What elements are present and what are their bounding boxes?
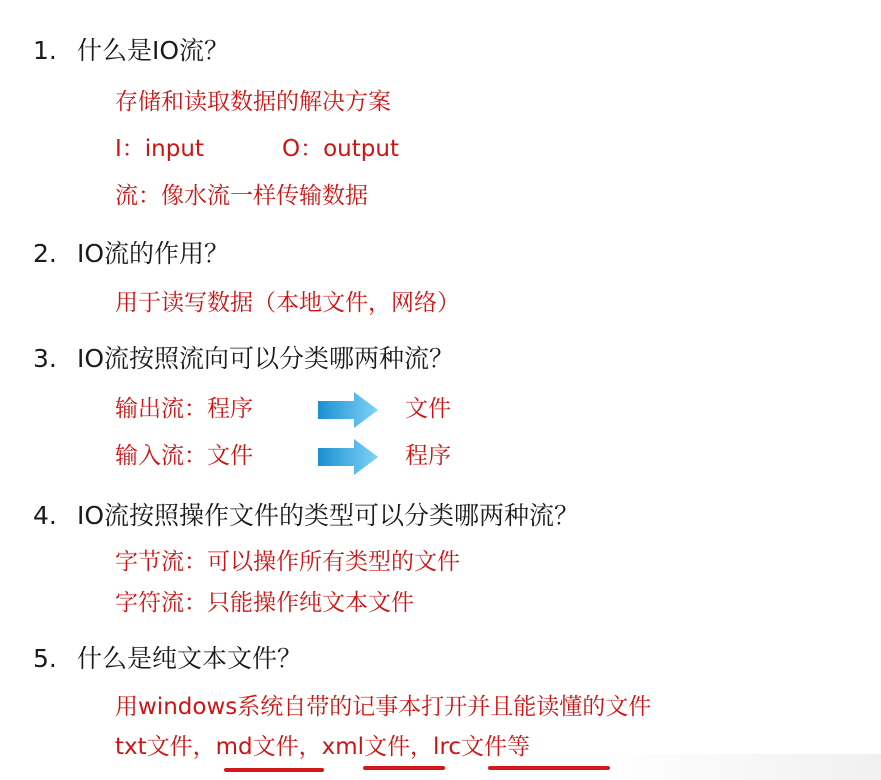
question-text: 什么是纯文本文件？ <box>77 644 303 673</box>
question-5 <box>33 643 302 675</box>
underline-lrc <box>488 766 610 770</box>
answer-1-input: I：input <box>115 136 204 162</box>
answer-3-output-label: 输出流：程序 <box>115 396 253 422</box>
answer-1-output: O：output <box>282 136 399 162</box>
answer-5-examples: txt文件，md文件，xml文件，lrc文件等 <box>115 734 531 760</box>
answer-3-output-target: 文件 <box>405 396 451 422</box>
corner-fade <box>601 754 881 780</box>
question-number: 3. <box>33 344 57 373</box>
question-number: 5. <box>33 644 57 673</box>
question-number: 4. <box>33 501 57 530</box>
answer-1-stream: 流：像水流一样传输数据 <box>115 183 368 209</box>
answer-3-input-label: 输入流：文件 <box>115 443 253 469</box>
underline-md <box>224 768 324 772</box>
question-number: 1. <box>33 36 57 65</box>
answer-1-definition: 存储和读取数据的解决方案 <box>115 89 391 115</box>
question-text: IO流按照流向可以分类哪两种流？ <box>77 344 455 373</box>
answer-4-char-stream: 字符流：只能操作纯文本文件 <box>115 590 414 616</box>
question-2 <box>33 238 229 270</box>
answer-5-definition: 用windows系统自带的记事本打开并且能读懂的文件 <box>115 694 652 720</box>
right-arrow-icon <box>318 392 378 428</box>
question-number: 2. <box>33 239 57 268</box>
question-3 <box>33 343 454 375</box>
question-1 <box>33 35 229 67</box>
answer-3-input-target: 程序 <box>405 443 451 469</box>
question-text: IO流按照操作文件的类型可以分类哪两种流？ <box>77 501 580 530</box>
question-4 <box>33 500 579 532</box>
right-arrow-icon <box>318 439 378 475</box>
answer-2-purpose: 用于读写数据（本地文件，网络） <box>115 290 460 316</box>
question-text: IO流的作用？ <box>77 239 230 268</box>
answer-4-byte-stream: 字节流：可以操作所有类型的文件 <box>115 549 460 575</box>
underline-xml <box>363 766 445 770</box>
question-text: 什么是IO流？ <box>77 36 230 65</box>
